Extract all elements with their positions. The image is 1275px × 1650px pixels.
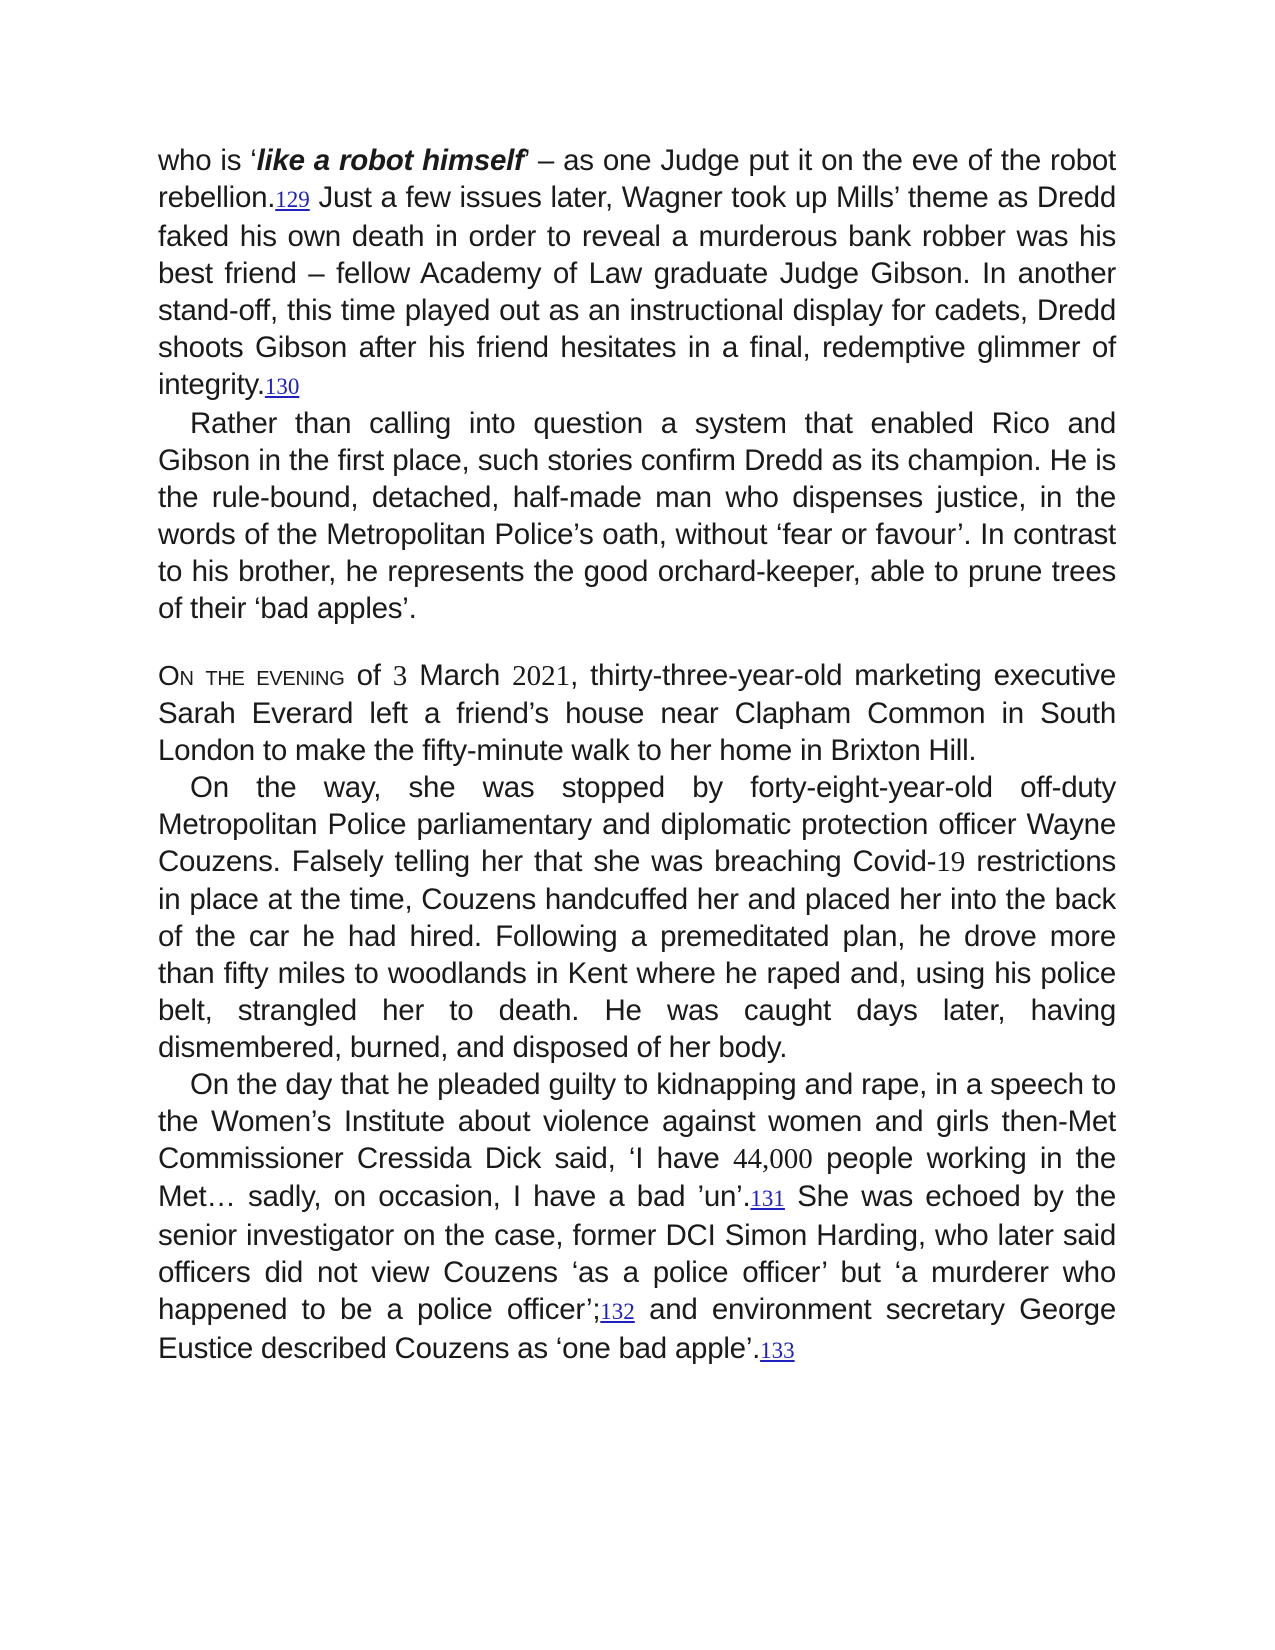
oldstyle-number: 2021 — [512, 660, 571, 692]
paragraph-bad-apple — [158, 1066, 1116, 1369]
oldstyle-number: 44,000 — [732, 1143, 813, 1175]
paragraph-sarah-everard — [158, 657, 1116, 769]
oldstyle-number: 19 — [936, 846, 966, 878]
text-run: She was echoed by the senior investigator on the case, former DCI Simon Harding, who later said officers did not view Couzens ‘as a police officer’ but ‘a murderer who happened to be a police officer’; — [158, 1180, 1116, 1326]
text-run: Just a few issues later, Wagner took up Mills’ theme as Dredd faked his own death in order to reveal a murderous bank robber was his best friend – fellow Academy of Law graduate Judge Gibson. In another stand-off, this time played out as an instructional display for cadets, Dredd shoots Gibson after his friend hesitates in a final, redemptive glimmer of integrity. — [158, 181, 1116, 401]
paragraph-couzens — [158, 769, 1116, 1066]
oldstyle-number: 3 — [392, 660, 408, 692]
text-run: ’ – as one Judge put it on the eve of the robot rebellion. — [158, 144, 1117, 214]
text-run: Rather than calling into question a system that enabled Rico and Gibson in the first place, such stories confirm Dredd as its champion. He is the rule-bound, detached, half-made man who dispenses justice, in the words of the Metropolitan Police’s oath, without ‘fear or favour’. In contrast to his brother, he represents the good orchard-keeper, able to prune trees of their ‘bad apples’. — [158, 407, 1116, 625]
section-break — [158, 627, 1116, 657]
text-run: who is ‘ — [158, 144, 257, 177]
text-run: On the day that he pleaded guilty to kidnapping and rape, in a speech to the Women’s Institute about violence against women and girls then-Met Commissioner Cressida Dick said, ‘I have — [158, 1068, 1116, 1175]
footnote-link-129[interactable]: 129 — [275, 187, 310, 212]
footnote-link-133[interactable]: 133 — [760, 1338, 795, 1363]
text-run: people working in the Met… sadly, on occasion, I have a bad ’un’. — [158, 1142, 1116, 1213]
footnote-link-131[interactable]: 131 — [750, 1186, 785, 1211]
footnote-link-130[interactable]: 130 — [264, 374, 300, 399]
text-run: , thirty-three-year-old marketing executive Sarah Everard left a friend’s house near Clapham Common in South London to make the fifty-minute walk to her home in Brixton Hill. — [158, 659, 1116, 767]
text-run: March — [407, 659, 513, 692]
emphasized-quote: like a robot himself — [256, 144, 524, 177]
text-run: of — [344, 659, 393, 692]
paragraph-dredd-robot — [158, 142, 1116, 405]
paragraph-system-champion — [158, 405, 1116, 627]
text-run: On the way, she was stopped by forty-eight-year-old off-duty Metropolitan Police parliamentary and diplomatic protection officer Wayne Couzens. Falsely telling her that she was breaching Covid- — [158, 771, 1116, 878]
text-run: and environment secretary George Eustice described Couzens as ‘one bad apple’. — [158, 1293, 1116, 1365]
text-run: restrictions in place at the time, Couzens handcuffed her and placed her into the back of the car he had hired. Following a premeditated plan, he drove more than fifty miles to woodlands in Kent where he raped and, using his police belt, strangled her to death. He was caught days later, having dismembered, burned, and disposed of her body. — [158, 845, 1116, 1064]
book-page — [158, 142, 1116, 1369]
small-caps-opening: On the evening — [158, 660, 345, 691]
footnote-link-132[interactable]: 132 — [600, 1299, 635, 1324]
